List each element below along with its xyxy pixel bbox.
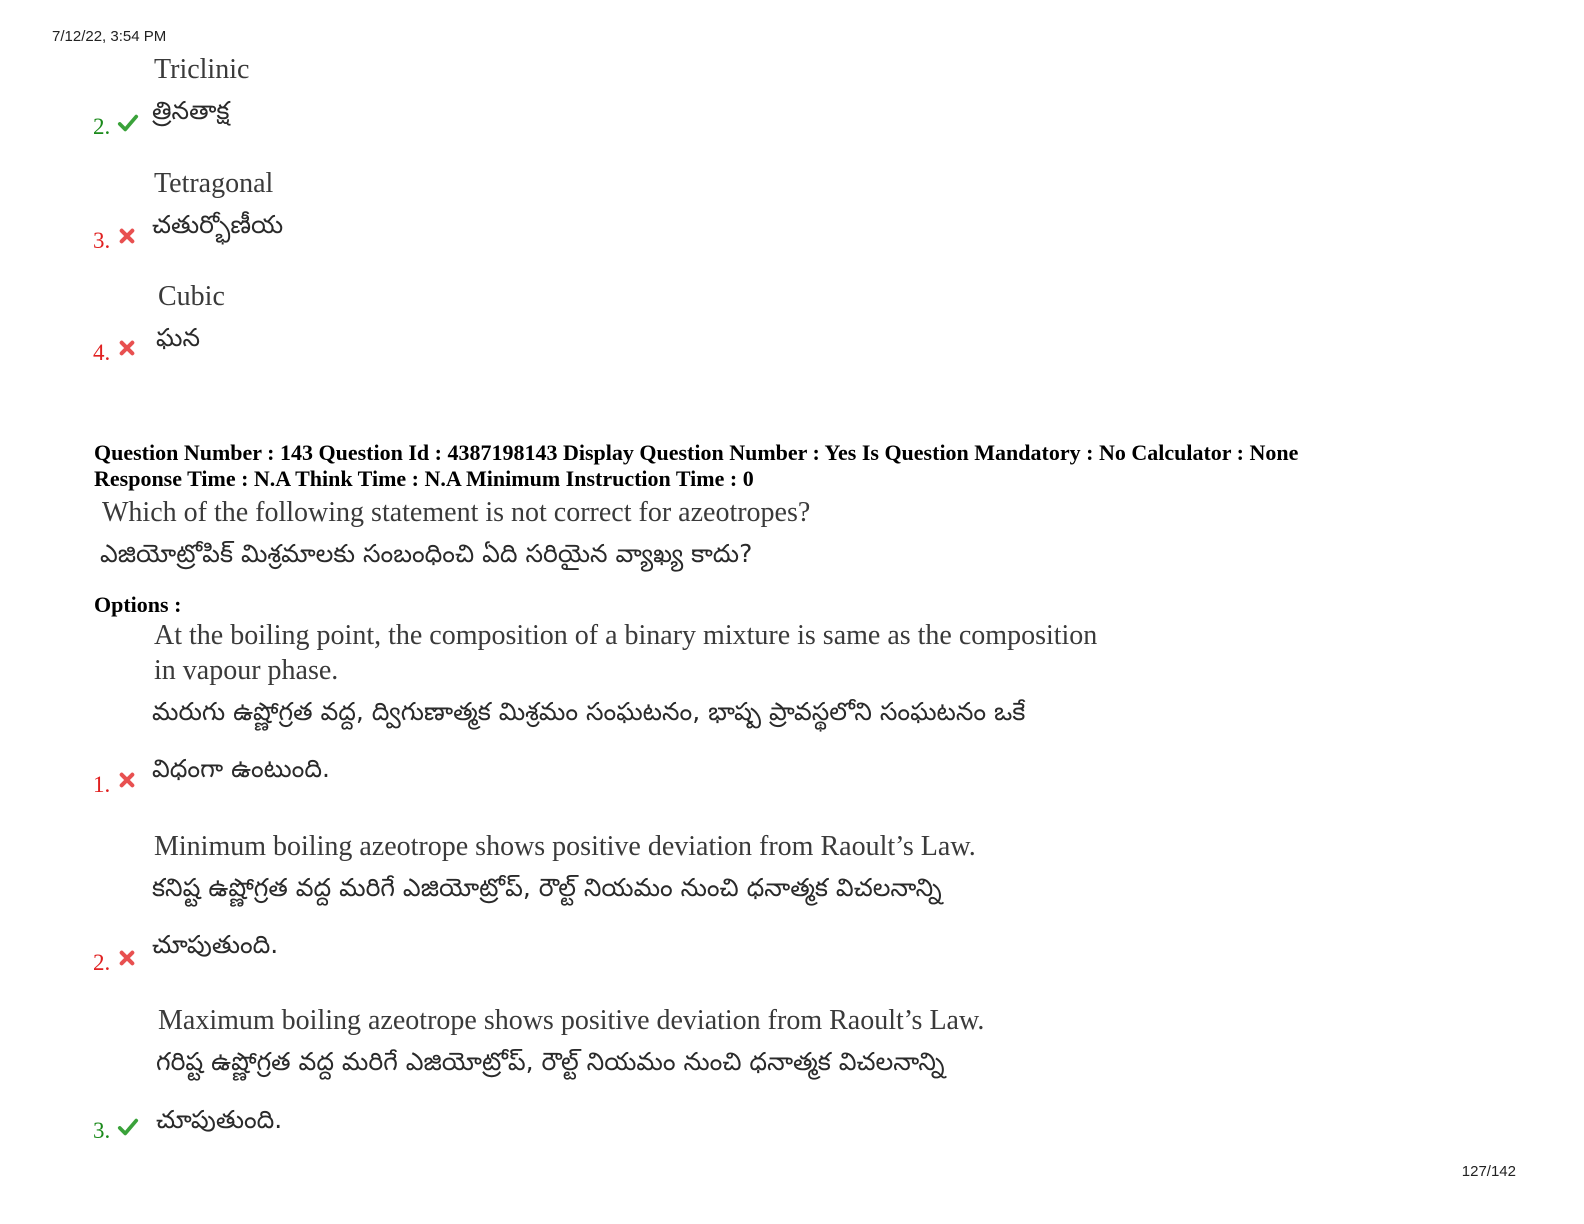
option-1-english-line-1: At the boiling point, the composition of a binary mixture is same as the composition xyxy=(154,620,1098,651)
option-3-number: 3. xyxy=(93,1118,111,1143)
cross-icon xyxy=(119,228,135,244)
question-text-english: Which of the following statement is not correct for azeotropes? xyxy=(102,497,811,528)
option-1-telugu-line-2: విధంగా ఉంటుంది. xyxy=(152,754,330,783)
option-1-english-line-2: in vapour phase. xyxy=(154,655,339,686)
prev-option-4-number: 4. xyxy=(93,340,111,365)
cross-icon xyxy=(119,772,135,788)
print-timestamp: 7/12/22, 3:54 PM xyxy=(52,28,167,45)
option-2-telugu-line-1: కనిష్ట ఉష్ణోగ్రత వద్ద మరిగే ఎజియోట్రోప్, రౌల్ట్ నియమం నుంచి ధనాత్మక విచలనాన్ని xyxy=(152,873,942,902)
option-1-telugu-line-1: మరుగు ఉష్ణోగ్రత వద్ద, ద్విగుణాత్మక మిశ్రమం సంఘటనం, భాష్ప ప్రావస్థలోని సంఘటనం ఒకే xyxy=(152,697,1026,726)
question-meta-line-2: Response Time : N.A Think Time : N.A Minimum Instruction Time : 0 xyxy=(94,466,754,491)
prev-option-4-telugu: ఘన xyxy=(156,323,201,352)
option-2-telugu-line-2: చూపుతుంది. xyxy=(152,930,279,959)
check-icon xyxy=(117,112,139,134)
question-text-telugu: ఎజియోట్రోపిక్ మిశ్రమాలకు సంబంధించి ఏది సరియైన వ్యాఖ్య కాదు? xyxy=(100,539,753,568)
prev-option-2-number: 2. xyxy=(93,114,111,139)
option-1-number: 1. xyxy=(93,772,111,797)
page-counter: 127/142 xyxy=(1461,1163,1516,1180)
cross-icon xyxy=(119,950,135,966)
prev-option-2-english: Triclinic xyxy=(154,54,250,85)
prev-option-3-english: Tetragonal xyxy=(154,168,274,199)
prev-option-3-number: 3. xyxy=(93,228,111,253)
option-3-english-line-1: Maximum boiling azeotrope shows positive deviation from Raoult’s Law. xyxy=(158,1005,985,1036)
option-3-telugu-line-2: చూపుతుంది. xyxy=(156,1105,283,1134)
prev-option-4-english: Cubic xyxy=(158,281,225,312)
question-meta-line-1: Question Number : 143 Question Id : 4387198143 Display Question Number : Yes Is Question Mandatory : No Calculator : None xyxy=(94,440,1299,465)
prev-option-2-telugu: త్రినతాక్ష xyxy=(152,96,230,125)
option-2-english-line-1: Minimum boiling azeotrope shows positive deviation from Raoult’s Law. xyxy=(154,831,976,862)
check-icon xyxy=(117,1116,139,1138)
options-label: Options : xyxy=(94,592,182,617)
option-2-number: 2. xyxy=(93,950,111,975)
prev-option-3-telugu: చతుర్భోణీయ xyxy=(152,210,284,239)
cross-icon xyxy=(119,340,135,356)
option-3-telugu-line-1: గరిష్ట ఉష్ణోగ్రత వద్ద మరిగే ఎజియోట్రోప్, రౌల్ట్ నియమం నుంచి ధనాత్మక విచలనాన్ని xyxy=(156,1047,945,1076)
